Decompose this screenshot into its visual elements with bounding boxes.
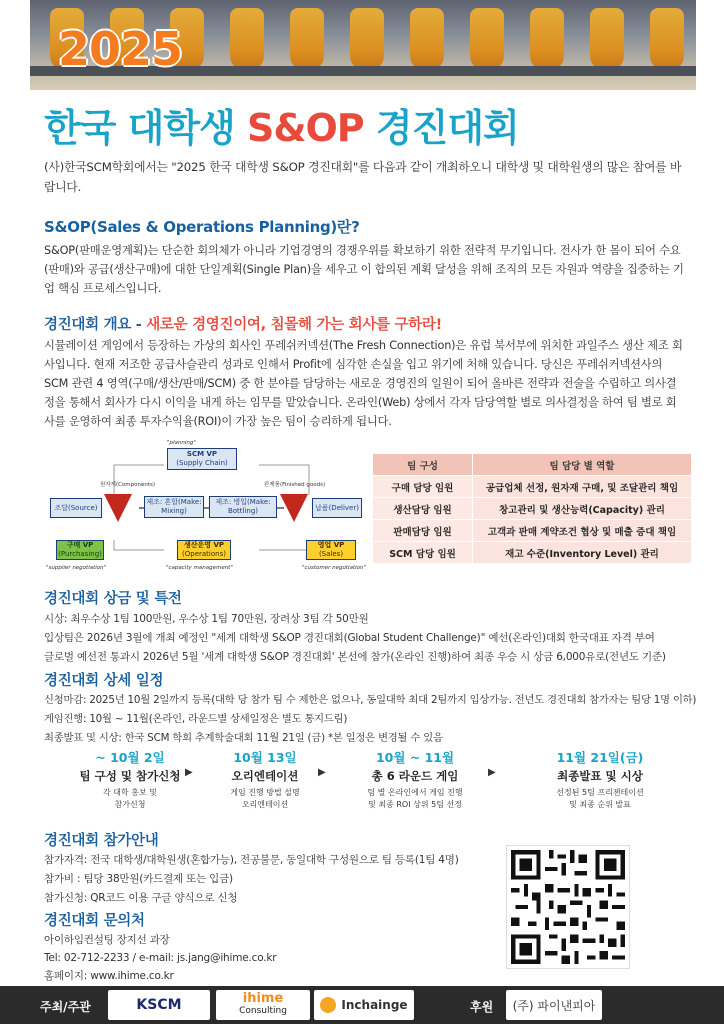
- sales-vp-box: [306, 540, 356, 560]
- capacity-management-label: "capacity management": [166, 565, 233, 571]
- sop-heading: S&OP(Sales & Operations Planning)란?: [44, 218, 360, 236]
- sop-body: S&OP(판매운영계획)는 단순한 회의체가 아니라 기업경영의 경쟁우위를 확보하기 위한 전략적 무기입니다. 전사가 한 몸이 되어 수요(판매)와 공급(생산구매)에 대한 단일계획(Single Plan)을 세우고 이 합의된 계획 달성을 위해 조직의 모든 자원과 역량을 집중하는 기업 핵심 프로세스입니다.: [44, 244, 684, 295]
- sponsor-label: 후원: [470, 1000, 494, 1014]
- step-date: 10월 ~ 11월: [375, 750, 455, 765]
- team-role-table: [372, 453, 692, 564]
- title-part1: 한국 대학생: [44, 106, 247, 150]
- title-part2: S&OP: [247, 106, 364, 150]
- sales-vp-label: 영업 VP: [317, 541, 345, 549]
- inchainge-logo-mark-icon: [320, 997, 336, 1013]
- scm-vp-box: [167, 448, 237, 470]
- join-line: 참가자격: 전국 대학생/대학원생(혼합가능), 전공불문, 동일대학 구성원으로 팀 등록(1팀 4명): [44, 854, 459, 866]
- step-desc: 게임 진행 방법 설명: [230, 788, 300, 797]
- arrow-right-icon: ▶: [318, 767, 326, 778]
- host-label: 주최/주관: [40, 1000, 91, 1014]
- table-cell: 재고 수준(Inventory Level) 관리: [473, 542, 692, 564]
- finished-goods-inventory-icon: [280, 494, 308, 522]
- table-row: [373, 498, 692, 520]
- overview-heading-text: 경진대회 개요 -: [44, 317, 147, 333]
- sponsor-logo: (주) 파이낸피아: [506, 990, 602, 1020]
- prize-line: 글로벌 예선전 통과시 2026년 5월 '세계 대학생 S&OP 경진대회' 본선에 참가(온라인 진행)하여 최종 우승 시 상금 6,000유로(전년도 기준): [44, 651, 666, 663]
- page-title: [44, 97, 519, 152]
- kscm-logo-text: KSCM: [136, 997, 182, 1013]
- inchainge-logo-text: Inchainge: [341, 998, 408, 1012]
- table-row: [373, 542, 692, 564]
- qr-pattern: [507, 846, 629, 968]
- schedule-timeline: [60, 748, 700, 818]
- step-date: ~ 10월 2일: [95, 750, 165, 765]
- make-bottling-label: 제조: 병입(Make:: [215, 498, 271, 506]
- contact-line: 아이하임컨설팅 장지선 과장: [44, 934, 170, 946]
- contact-line: Tel: 02-712-2233 / e-mail: js.jang@ihime.co.kr: [44, 952, 277, 964]
- step-desc: 및 최종 순위 발표: [569, 800, 631, 809]
- step-desc: 각 대학 홍보 및: [103, 788, 157, 797]
- schedule-heading: 경진대회 상세 일정: [44, 673, 164, 689]
- prize-line: 입상팀은 2026년 3월에 개최 예정인 "세계 대학생 S&OP 경진대회(Global Student Challenge)" 예선(온라인)대회 한국대표 자격 부여: [44, 632, 655, 644]
- table-header: 팀 담당 별 역할: [473, 454, 692, 476]
- schedule-step: [60, 748, 200, 811]
- make-bottling-sub: Bottling): [227, 507, 259, 515]
- planning-label: "planning": [167, 440, 196, 446]
- step-desc: 및 최종 ROI 상위 5팀 선정: [368, 800, 462, 809]
- supplier-negotiation-label: "supplier negotiation": [46, 565, 107, 571]
- step-title: 총 6 라운드 게임: [371, 769, 459, 783]
- overview-body: 시뮬레이션 게임에서 등장하는 가상의 회사인 푸레쉬커넥션(The Fresh Connection)은 유럽 북서부에 위치한 과일주스 생산 제조 회사입니다. 현재 저조한 공급사슬관리 성과로 인해서 Profit에 심각한 손실을 입고 위기에 처해 있습니다. 당신은 푸레쉬커넥션사의 SCM 관련 4 영역(구매/생산/판매/SCM) 중 한 분야를 담당하는 새로운 경영진의 일원이 되어 올바른 전략과 전술을 수립하고 의사결정을 통해서 회사가 다시 이익을 내게 하는 임무를 맡았습니다. 온라인(Web) 상에서 각자 담당역할 별로 의사결정을 하여 팀 별로 회사를 운영하여 최종 투자수익율(ROI)이 가장 높은 팀이 승리하게 됩니다.: [44, 339, 683, 428]
- table-header: 팀 구성: [373, 454, 473, 476]
- qr-code[interactable]: [506, 845, 630, 969]
- customer-negotiation-label: "customer negotiation": [302, 565, 367, 571]
- ihime-logo: [216, 990, 310, 1020]
- title-part3: 경진대회: [363, 106, 519, 150]
- step-desc: 팀 별 온라인에서 게임 진행: [367, 788, 463, 797]
- components-label: 원자재(Components): [100, 482, 156, 488]
- table-header-row: [373, 454, 692, 476]
- supply-chain-diagram: [44, 440, 367, 575]
- contact-heading: 경진대회 문의처: [44, 913, 145, 929]
- inchainge-logo: [314, 990, 414, 1020]
- step-desc: 선정된 5팀 프리젠테이션: [556, 788, 644, 797]
- overview-heading: [44, 313, 442, 334]
- step-date: 11월 21일(금): [556, 750, 644, 765]
- join-heading: 경진대회 참가안내: [44, 833, 159, 849]
- table-cell: 공급업체 선정, 원자재 구매, 및 조달관리 책임: [473, 476, 692, 498]
- purchasing-vp-label: 구매 VP: [66, 541, 94, 549]
- schedule-step: [195, 748, 335, 811]
- ihime-logo-text: ihime: [242, 991, 284, 1006]
- make-mixing-label: 제조: 혼합(Make:: [146, 498, 202, 506]
- deliver-box: 납품(Deliver): [312, 498, 362, 518]
- year-banner: 2025: [58, 22, 183, 76]
- make-mixing-box: [144, 496, 204, 518]
- table-cell: SCM 담당 임원: [373, 542, 473, 564]
- footer-bar: [0, 986, 724, 1024]
- table-cell: 구매 담당 임원: [373, 476, 473, 498]
- operations-vp-label: 생산운영 VP: [183, 541, 225, 549]
- step-title: 최종발표 및 시상: [557, 769, 643, 783]
- prize-heading: 경진대회 상금 및 특전: [44, 591, 182, 607]
- step-date: 10월 13일: [233, 750, 297, 765]
- purchasing-vp-box: [56, 540, 104, 560]
- operations-vp-sub: (Operations): [182, 550, 226, 558]
- finished-goods-label: 완제품(Finished goods): [264, 482, 326, 488]
- join-line: 참가신청: QR코드 이용 구글 양식으로 신청: [44, 892, 238, 904]
- table-row: [373, 520, 692, 542]
- table-cell: 판매담당 임원: [373, 520, 473, 542]
- step-title: 팀 구성 및 참가신청: [79, 769, 181, 783]
- components-inventory-icon: [104, 494, 132, 522]
- sales-vp-sub: (Sales): [318, 550, 344, 558]
- table-cell: 고객과 판매 계약조건 협상 및 매출 증대 책임: [473, 520, 692, 542]
- contact-line: 홈페이지: www.ihime.co.kr: [44, 970, 174, 982]
- table-cell: 생산담당 임원: [373, 498, 473, 520]
- arrow-right-icon: ▶: [488, 767, 496, 778]
- kscm-logo: [108, 990, 210, 1020]
- table-cell: 창고관리 및 생산능력(Capacity) 관리: [473, 498, 692, 520]
- source-box: 조달(Source): [50, 498, 102, 518]
- step-desc: 참가신청: [114, 800, 146, 809]
- operations-vp-box: [177, 540, 231, 560]
- make-bottling-box: [209, 496, 277, 518]
- schedule-step: [530, 748, 670, 811]
- step-title: 오리엔테이션: [231, 769, 299, 783]
- schedule-line: 게임진행: 10월 ~ 11월(온라인, 라운드별 상세일정은 별도 통지드림): [44, 713, 348, 725]
- join-line: 참가비 : 팀당 38만원(카드결제 또는 입금): [44, 873, 233, 885]
- schedule-line: 최종발표 및 시상: 한국 SCM 학회 추계학술대회 11월 21일 (금) *본 일정은 변경될 수 있음: [44, 732, 443, 744]
- schedule-step: [345, 748, 485, 811]
- ihime-logo-sub: Consulting: [239, 1006, 287, 1016]
- scm-vp-sub: (Supply Chain): [176, 459, 228, 467]
- prize-line: 시상: 최우수상 1팀 100만원, 우수상 1팀 70만원, 장려상 3팀 각 50만원: [44, 613, 369, 625]
- step-desc: 오리엔테이션: [241, 800, 289, 809]
- scm-vp-label: SCM VP: [186, 450, 218, 458]
- overview-heading-slogan: 새로운 경영진이여, 침몰해 가는 회사를 구하라!: [146, 317, 442, 333]
- purchasing-vp-sub: (Purchasing): [58, 550, 102, 558]
- table-row: [373, 476, 692, 498]
- schedule-line: 신청마감: 2025년 10월 2일까지 등록(대학 당 참가 팀 수 제한은 없으나, 동일대학 최대 2팀까지 입상가능. 전년도 경진대회 참가자는 팀당 1명 이하): [44, 694, 697, 706]
- make-mixing-sub: Mixing): [161, 507, 187, 515]
- intro-text: (사)한국SCM학회에서는 "2025 한국 대학생 S&OP 경진대회"를 다음과 같이 개최하오니 대학생 및 대학원생의 많은 참여를 바랍니다.: [44, 160, 682, 194]
- arrow-right-icon: ▶: [185, 767, 193, 778]
